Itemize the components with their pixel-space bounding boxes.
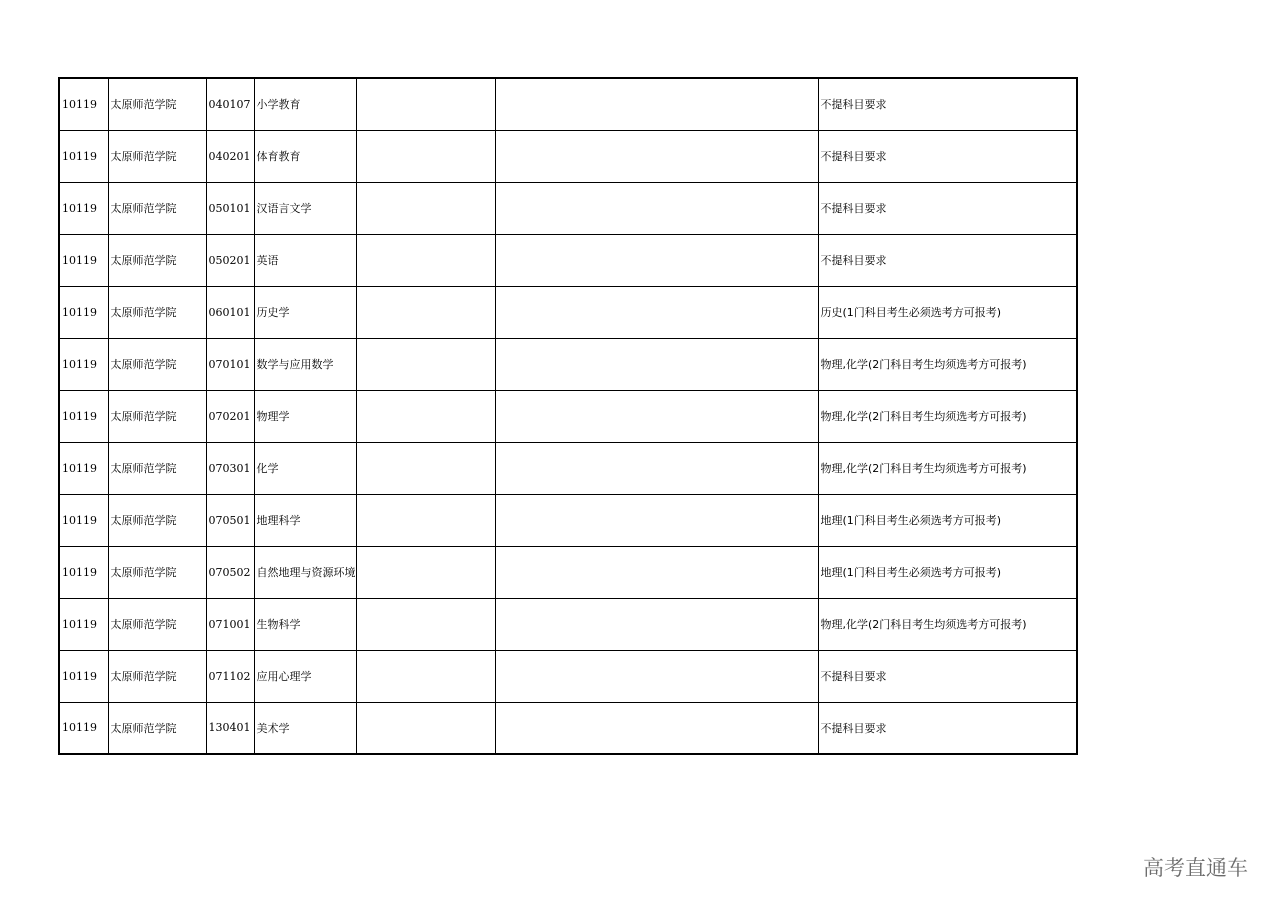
major-name-cell: 汉语言文学 — [254, 182, 356, 234]
major-name-cell: 应用心理学 — [254, 650, 356, 702]
major-code-cell: 070501 — [206, 494, 254, 546]
empty-cell — [495, 702, 818, 754]
major-code-cell: 070101 — [206, 338, 254, 390]
school-name-cell: 太原师范学院 — [108, 130, 206, 182]
empty-cell — [495, 130, 818, 182]
school-name-cell: 太原师范学院 — [108, 494, 206, 546]
table-row — [59, 286, 1077, 338]
major-name-cell: 化学 — [254, 442, 356, 494]
requirement-cell: 不提科目要求 — [818, 234, 1077, 286]
table-row — [59, 702, 1077, 754]
table-row — [59, 78, 1077, 130]
requirement-cell: 不提科目要求 — [818, 130, 1077, 182]
empty-cell — [356, 286, 495, 338]
empty-cell — [356, 338, 495, 390]
school-code-cell: 10119 — [59, 78, 108, 130]
major-name-cell: 地理科学 — [254, 494, 356, 546]
watermark-logo: 高考直通车 — [1143, 856, 1248, 880]
major-code-cell: 130401 — [206, 702, 254, 754]
major-code-cell: 040201 — [206, 130, 254, 182]
major-code-cell: 050201 — [206, 234, 254, 286]
empty-cell — [356, 182, 495, 234]
empty-cell — [356, 702, 495, 754]
school-name-cell: 太原师范学院 — [108, 234, 206, 286]
requirement-cell: 物理,化学(2门科目考生均须选考方可报考) — [818, 442, 1077, 494]
requirement-cell: 物理,化学(2门科目考生均须选考方可报考) — [818, 338, 1077, 390]
school-name-cell: 太原师范学院 — [108, 650, 206, 702]
school-name-cell: 太原师范学院 — [108, 78, 206, 130]
school-name-cell: 太原师范学院 — [108, 598, 206, 650]
major-name-cell: 自然地理与资源环境 — [254, 546, 356, 598]
major-name-cell: 数学与应用数学 — [254, 338, 356, 390]
empty-cell — [356, 442, 495, 494]
empty-cell — [495, 650, 818, 702]
requirement-cell: 不提科目要求 — [818, 702, 1077, 754]
empty-cell — [495, 442, 818, 494]
table-row — [59, 182, 1077, 234]
empty-cell — [356, 494, 495, 546]
major-code-cell: 050101 — [206, 182, 254, 234]
empty-cell — [495, 234, 818, 286]
school-code-cell: 10119 — [59, 702, 108, 754]
table-row — [59, 598, 1077, 650]
major-name-cell: 生物科学 — [254, 598, 356, 650]
major-name-cell: 美术学 — [254, 702, 356, 754]
empty-cell — [356, 390, 495, 442]
table-row — [59, 650, 1077, 702]
empty-cell — [356, 234, 495, 286]
table-row — [59, 494, 1077, 546]
major-name-cell: 物理学 — [254, 390, 356, 442]
table-body — [59, 78, 1077, 754]
requirement-cell: 不提科目要求 — [818, 650, 1077, 702]
requirement-cell: 不提科目要求 — [818, 78, 1077, 130]
major-code-cell: 070301 — [206, 442, 254, 494]
school-code-cell: 10119 — [59, 390, 108, 442]
major-code-cell: 070502 — [206, 546, 254, 598]
major-code-cell: 071001 — [206, 598, 254, 650]
school-name-cell: 太原师范学院 — [108, 702, 206, 754]
school-code-cell: 10119 — [59, 442, 108, 494]
school-name-cell: 太原师范学院 — [108, 442, 206, 494]
major-name-cell: 小学教育 — [254, 78, 356, 130]
major-code-cell: 070201 — [206, 390, 254, 442]
empty-cell — [356, 598, 495, 650]
subject-requirements-table — [58, 77, 1078, 755]
school-name-cell: 太原师范学院 — [108, 546, 206, 598]
school-code-cell: 10119 — [59, 598, 108, 650]
table-row — [59, 234, 1077, 286]
major-code-cell: 040107 — [206, 78, 254, 130]
school-name-cell: 太原师范学院 — [108, 390, 206, 442]
empty-cell — [495, 598, 818, 650]
empty-cell — [495, 338, 818, 390]
requirement-cell: 物理,化学(2门科目考生均须选考方可报考) — [818, 390, 1077, 442]
school-code-cell: 10119 — [59, 234, 108, 286]
school-code-cell: 10119 — [59, 130, 108, 182]
school-name-cell: 太原师范学院 — [108, 182, 206, 234]
requirement-cell: 历史(1门科目考生必须选考方可报考) — [818, 286, 1077, 338]
school-code-cell: 10119 — [59, 650, 108, 702]
school-name-cell: 太原师范学院 — [108, 286, 206, 338]
school-code-cell: 10119 — [59, 286, 108, 338]
empty-cell — [356, 130, 495, 182]
empty-cell — [495, 390, 818, 442]
school-code-cell: 10119 — [59, 494, 108, 546]
requirement-cell: 物理,化学(2门科目考生均须选考方可报考) — [818, 598, 1077, 650]
empty-cell — [495, 78, 818, 130]
major-name-cell: 历史学 — [254, 286, 356, 338]
school-name-cell: 太原师范学院 — [108, 338, 206, 390]
table-row — [59, 130, 1077, 182]
major-code-cell: 060101 — [206, 286, 254, 338]
table-row — [59, 546, 1077, 598]
requirement-cell: 地理(1门科目考生必须选考方可报考) — [818, 546, 1077, 598]
major-name-cell: 体育教育 — [254, 130, 356, 182]
empty-cell — [495, 286, 818, 338]
requirement-cell: 地理(1门科目考生必须选考方可报考) — [818, 494, 1077, 546]
empty-cell — [495, 546, 818, 598]
requirement-cell: 不提科目要求 — [818, 182, 1077, 234]
table-row — [59, 390, 1077, 442]
table-row — [59, 338, 1077, 390]
school-code-cell: 10119 — [59, 338, 108, 390]
school-code-cell: 10119 — [59, 546, 108, 598]
empty-cell — [356, 650, 495, 702]
table-row — [59, 442, 1077, 494]
major-code-cell: 071102 — [206, 650, 254, 702]
empty-cell — [495, 182, 818, 234]
empty-cell — [356, 78, 495, 130]
major-name-cell: 英语 — [254, 234, 356, 286]
empty-cell — [495, 494, 818, 546]
school-code-cell: 10119 — [59, 182, 108, 234]
empty-cell — [356, 546, 495, 598]
